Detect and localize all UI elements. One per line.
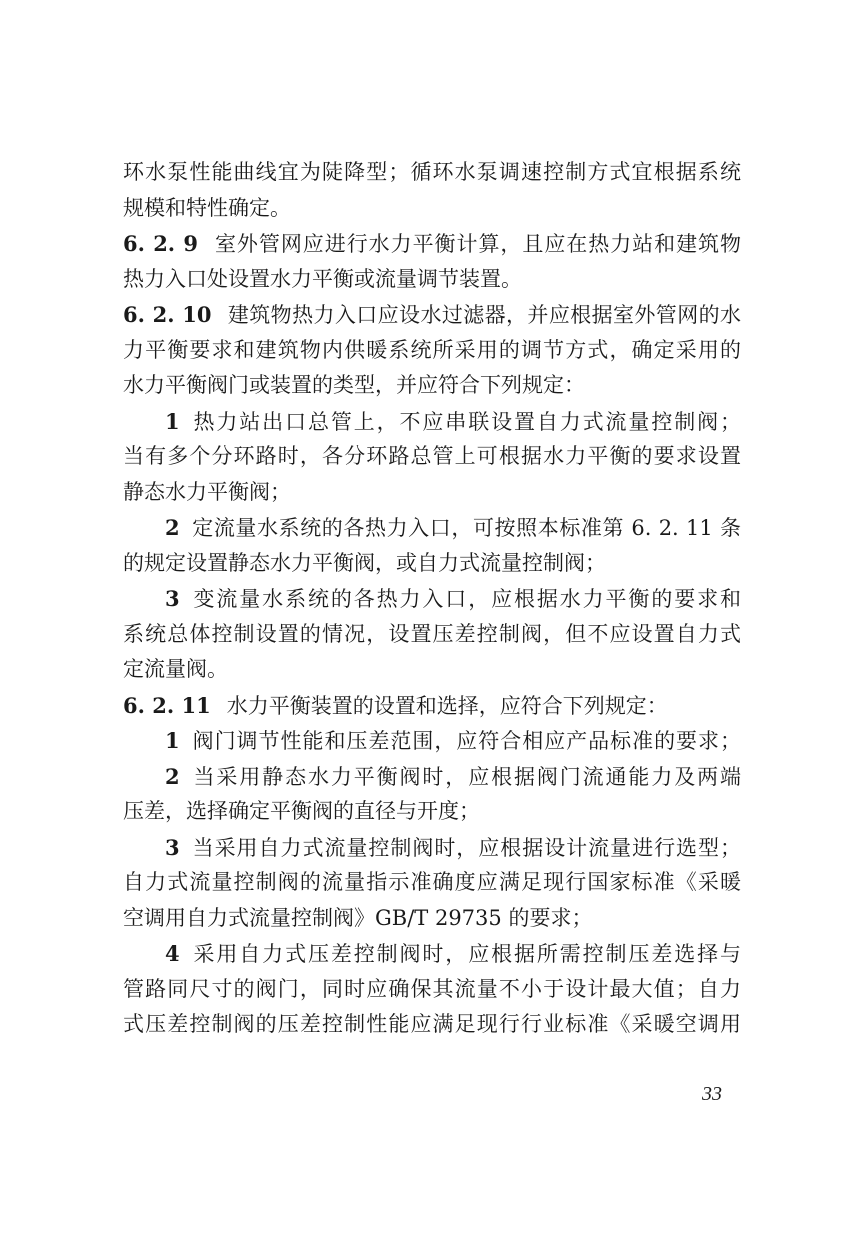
text-line: 的规定设置静态水力平衡阀，或自力式流量控制阀； [123, 550, 606, 575]
item-number: 3 [165, 834, 180, 860]
text-line: 水力平衡阀门或装置的类型，并应符合下列规定： [123, 373, 585, 397]
item-text: 采用自力式压差控制阀时，应根据所需控制压差选择与 [191, 942, 741, 966]
item-text: 阀门调节性能和压差范围，应符合相应产品标准的要求； [191, 729, 741, 753]
clause-number: 6. 2. 11 [123, 692, 211, 718]
text-line: 空调用自力式流量控制阀》GB/T 29735 的要求； [123, 905, 593, 930]
text-line: 管路同尺寸的阀门，同时应确保其流量不小于设计最大值；自力 [123, 976, 741, 1001]
item-number: 1 [165, 408, 180, 434]
text-line: 系统总体控制设置的情况，设置压差控制阀，但不应设置自力式 [123, 621, 741, 646]
clause-text: 建筑物热力入口应设水过滤器，并应根据室外管网的水 [227, 303, 741, 327]
page-number: 33 [702, 1083, 722, 1105]
item-text: 当采用自力式流量控制阀时，应根据设计流量进行选型； [191, 835, 741, 860]
clause-number: 6. 2. 9 [123, 231, 198, 256]
list-item-3 [123, 581, 741, 617]
clause-6-2-9 [123, 226, 741, 262]
clause-number: 6. 2. 10 [123, 302, 212, 327]
document-body [123, 155, 741, 1043]
item-text: 当采用静态水力平衡阀时，应根据阀门流通能力及两端 [191, 764, 741, 789]
text-line: 当有多个分环路时，各分环路总管上可根据水力平衡的要求设置 [123, 444, 741, 468]
item-text: 热力站出口总管上，不应串联设置自力式流量控制阀； [191, 409, 741, 434]
list-item-2 [123, 759, 741, 795]
list-item-1 [123, 723, 741, 759]
list-item-1 [123, 404, 741, 440]
text-line: 定流量阀。 [123, 657, 228, 681]
item-number: 4 [165, 941, 180, 966]
list-item-2 [123, 510, 741, 546]
text-line: 力平衡要求和建筑物内供暖系统所采用的调节方式，确定采用的 [123, 337, 741, 362]
text-line: 热力入口处设置水力平衡或流量调节装置。 [123, 266, 522, 291]
item-number: 2 [165, 763, 180, 789]
item-number: 3 [165, 586, 180, 611]
text-line: 静态水力平衡阀； [123, 479, 291, 504]
clause-6-2-10 [123, 297, 741, 333]
clause-text: 水力平衡装置的设置和选择，应符合下列规定： [226, 693, 668, 718]
text-line: 环水泵性能曲线宜为陡降型；循环水泵调速控制方式宜根据系统 [123, 160, 741, 184]
clause-6-2-11 [123, 688, 741, 724]
item-text: 变流量水系统的各热力入口，应根据水力平衡的要求和 [191, 587, 741, 611]
text-line: 压差，选择确定平衡阀的直径与开度； [123, 799, 480, 823]
item-text: 定流量水系统的各热力入口，可按照本标准第 6. 2. 11 条 [191, 516, 741, 540]
clause-text: 室外管网应进行水力平衡计算，且应在热力站和建筑物 [214, 232, 741, 256]
text-line: 自力式流量控制阀的流量指示准确度应满足现行国家标准《采暖 [123, 870, 741, 894]
list-item-3 [123, 830, 741, 866]
item-number: 1 [165, 728, 180, 753]
item-number: 2 [165, 515, 180, 540]
list-item-4 [123, 936, 741, 972]
text-line: 式压差控制阀的压差控制性能应满足现行行业标准《采暖空调用 [123, 1012, 741, 1036]
text-line: 规模和特性确定。 [123, 195, 291, 220]
